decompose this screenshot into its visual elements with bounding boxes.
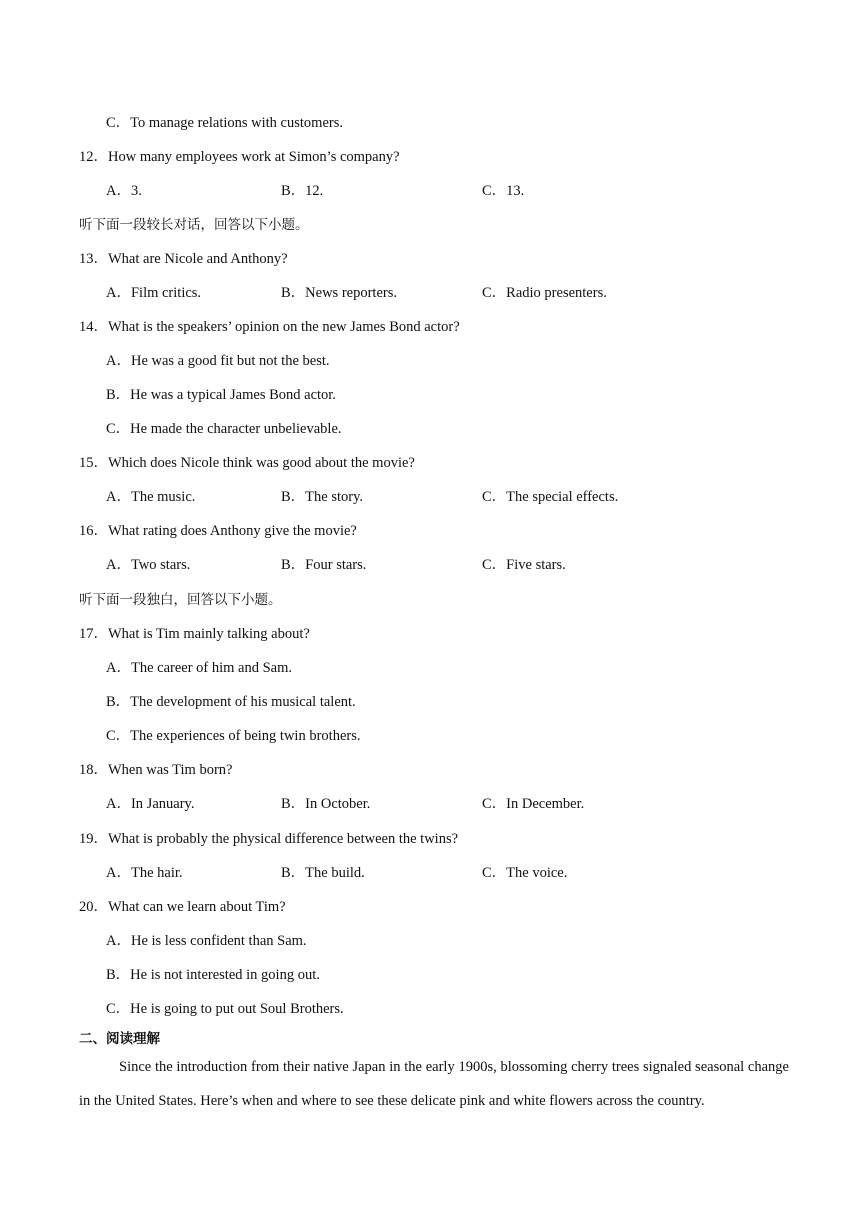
question-14: 14．What is the speakers’ opinion on the new James Bond actor? bbox=[79, 319, 460, 335]
q12-option-c: C．13. bbox=[482, 183, 525, 199]
instruction-dialogue: 听下面一段较长对话，回答以下小题。 bbox=[79, 217, 309, 233]
question-18: 18．When was Tim born? bbox=[79, 762, 233, 778]
q11-option-c: C．To manage relations with customers. bbox=[106, 115, 343, 131]
question-12: 12．How many employees work at Simon’s company? bbox=[79, 149, 400, 165]
question-19: 19．What is probably the physical difference between the twins? bbox=[79, 831, 459, 847]
q17-option-a: A．The career of him and Sam. bbox=[106, 660, 293, 676]
question-15: 15．Which does Nicole think was good about the movie? bbox=[79, 455, 415, 471]
section-heading-reading: 二、阅读理解 bbox=[79, 1031, 160, 1047]
question-16: 16．What rating does Anthony give the movie? bbox=[79, 523, 357, 539]
q13-option-c: C．Radio presenters. bbox=[482, 285, 607, 301]
q16-option-b: B．Four stars. bbox=[281, 557, 367, 573]
q20-option-a: A．He is less confident than Sam. bbox=[106, 933, 307, 949]
question-20: 20．What can we learn about Tim? bbox=[79, 899, 286, 915]
q14-option-c: C．He made the character unbelievable. bbox=[106, 421, 342, 437]
q12-option-a: A．3. bbox=[106, 183, 142, 199]
q13-option-a: A．Film critics. bbox=[106, 285, 202, 301]
q15-option-c: C．The special effects. bbox=[482, 489, 619, 505]
q18-option-c: C．In December. bbox=[482, 796, 585, 812]
q16-option-a: A．Two stars. bbox=[106, 557, 191, 573]
q18-option-a: A．In January. bbox=[106, 796, 195, 812]
q17-option-c: C．The experiences of being twin brothers. bbox=[106, 728, 361, 744]
q20-option-b: B．He is not interested in going out. bbox=[106, 967, 320, 983]
q19-option-b: B．The build. bbox=[281, 865, 365, 881]
q18-option-b: B．In October. bbox=[281, 796, 371, 812]
question-17: 17．What is Tim mainly talking about? bbox=[79, 626, 310, 642]
q20-option-c: C．He is going to put out Soul Brothers. bbox=[106, 1001, 344, 1017]
q19-option-c: C．The voice. bbox=[482, 865, 568, 881]
q12-option-b: B．12. bbox=[281, 183, 324, 199]
q19-option-a: A．The hair. bbox=[106, 865, 183, 881]
q13-option-b: B．News reporters. bbox=[281, 285, 397, 301]
question-13: 13．What are Nicole and Anthony? bbox=[79, 251, 288, 267]
q15-option-a: A．The music. bbox=[106, 489, 196, 505]
q15-option-b: B．The story. bbox=[281, 489, 364, 505]
q17-option-b: B．The development of his musical talent. bbox=[106, 694, 356, 710]
q14-option-a: A．He was a good fit but not the best. bbox=[106, 353, 330, 369]
q16-option-c: C．Five stars. bbox=[482, 557, 566, 573]
q14-option-b: B．He was a typical James Bond actor. bbox=[106, 387, 336, 403]
instruction-monologue: 听下面一段独白，回答以下小题。 bbox=[79, 592, 282, 608]
reading-passage: Since the introduction from their native Japan in the early 1900s, blossoming cherry trees signaled seasonal change in the United States. Here’s when and where to see these delicate pink and white flowers across the country. bbox=[79, 1059, 789, 1109]
